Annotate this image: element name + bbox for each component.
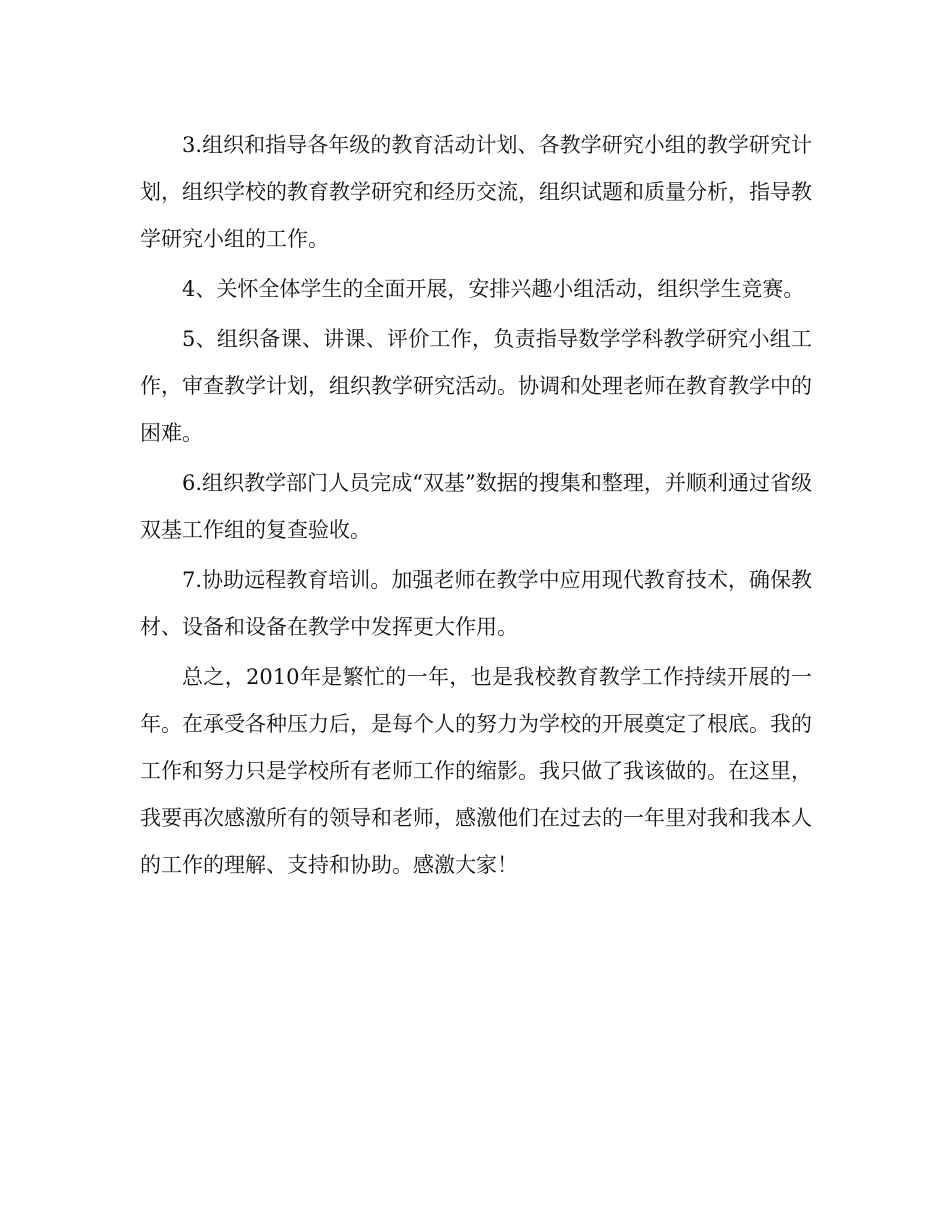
paragraph-duty-6: 6.组织教学部门人员完成“双基”数据的搜集和整理，并顺利通过省级双基工作组的复查验收。	[140, 471, 812, 542]
paragraph-conclusion: 总之，2010年是繁忙的一年，也是我校教育教学工作持续开展的一年。在承受各种压力后，是每个人的努力为学校的开展奠定了根底。我的工作和努力只是学校所有老师工作的缩影。我只做了我该做的。在这里，我要再次感激所有的领导和老师，感激他们在过去的一年里对我和我本人的工作的理解、支持和协助。感激大家！	[140, 665, 812, 877]
paragraph-duty-7: 7.协助远程教育培训。加强老师在教学中应用现代教育技术，确保教材、设备和设备在教学中发挥更大作用。	[140, 568, 812, 639]
document-body	[140, 122, 812, 889]
paragraph-duty-5: 5、组织备课、讲课、评价工作，负责指导数学学科教学研究小组工作，审查教学计划，组织教学研究活动。协调和处理老师在教育教学中的困难。	[140, 327, 812, 445]
paragraph-duty-3: 3.组织和指导各年级的教育活动计划、各教学研究小组的教学研究计划，组织学校的教育教学研究和经历交流，组织试题和质量分析，指导教学研究小组的工作。	[140, 133, 812, 251]
paragraph-duty-4: 4、关怀全体学生的全面开展，安排兴趣小组活动，组织学生竞赛。	[182, 277, 805, 301]
